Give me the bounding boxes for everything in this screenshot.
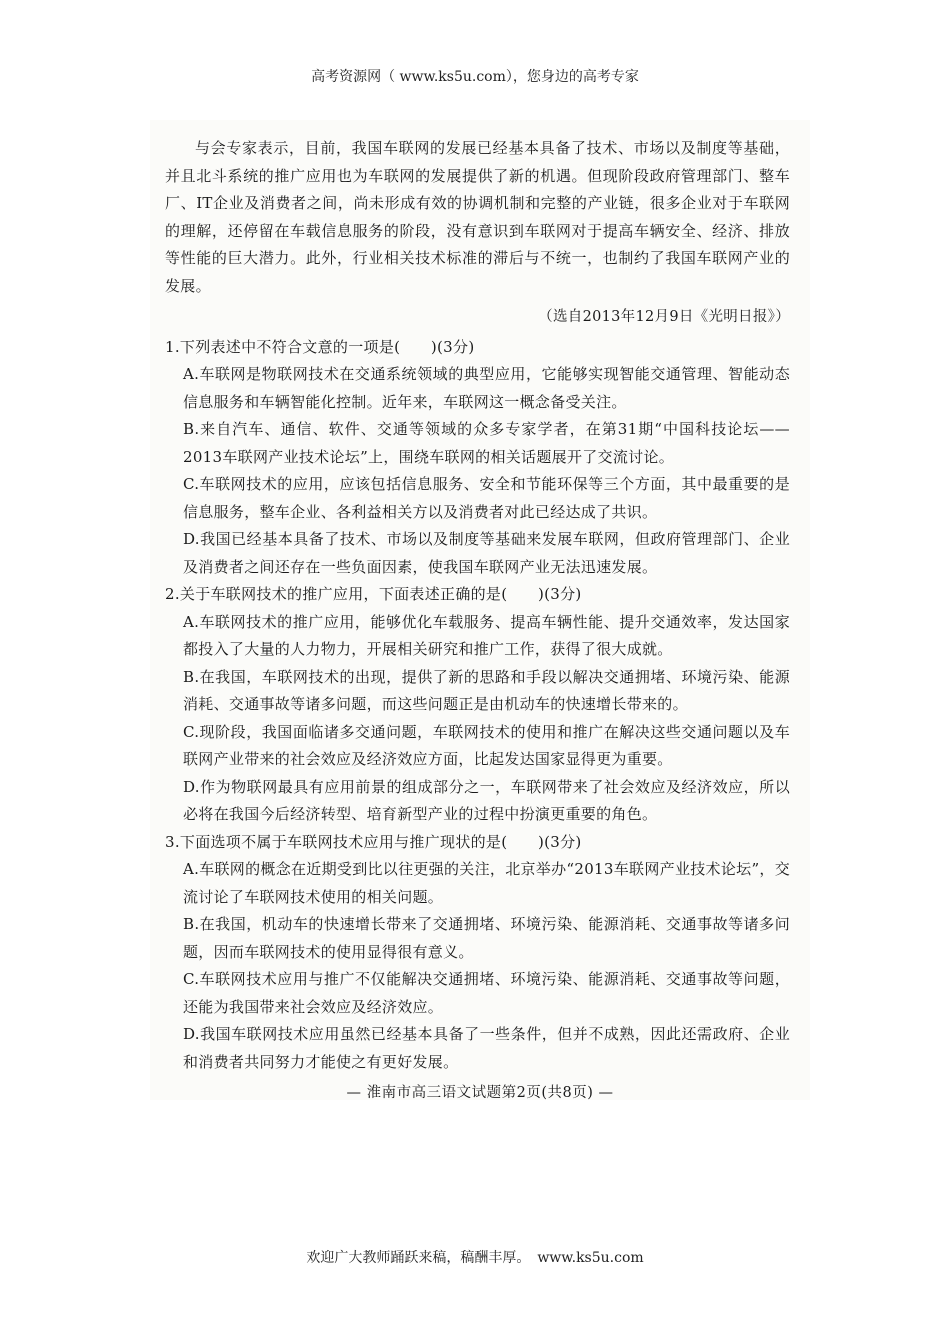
- question-2: [165, 581, 790, 829]
- option-b: B.在我国，车联网技术的出现，提供了新的思路和手段以解决交通拥堵、环境污染、能源消耗、交通事故等诸多问题，而这些问题正是由机动车的快速增长带来的。: [183, 667, 790, 713]
- option-d: D.作为物联网最具有应用前景的组成部分之一，车联网带来了社会效应及经济效应，所以必将在我国今后经济转型、培育新型产业的过程中扮演更重要的角色。: [183, 777, 790, 823]
- page-footer: 欢迎广大教师踊跃来稿，稿酬丰厚。 www.ks5u.com: [306, 1250, 644, 1266]
- option-b: B.在我国，机动车的快速增长带来了交通拥堵、环境污染、能源消耗、交通事故等诸多问题，因而车联网技术的使用显得很有意义。: [183, 915, 790, 961]
- option-d: D.我国车联网技术应用虽然已经基本具备了一些条件，但并不成熟，因此还需政府、企业和消费者共同努力才能使之有更好发展。: [183, 1025, 790, 1071]
- option-c: C.车联网技术应用与推广不仅能解决交通拥堵、环境污染、能源消耗、交通事故等问题，还能为我国带来社会效应及经济效应。: [183, 970, 790, 1016]
- option-b: B.来自汽车、通信、软件、交通等领域的众多专家学者，在第31期“中国科技论坛——2013车联网产业技术论坛”上，围绕车联网的相关话题展开了交流讨论。: [183, 420, 790, 466]
- question-3: [165, 829, 790, 1077]
- page-number: — 淮南市高三语文试题第2页(共8页) —: [346, 1085, 614, 1101]
- passage-source: （选自2013年12月9日《光明日报》）: [538, 309, 790, 325]
- exam-content: [165, 135, 790, 1076]
- page-header: 高考资源网（ www.ks5u.com），您身边的高考专家: [311, 69, 639, 85]
- question-stem: 3.下面选项不属于车联网技术应用与推广现状的是( )(3分): [165, 832, 582, 851]
- option-a: A.车联网的概念在近期受到比以往更强的关注，北京举办“2013车联网产业技术论坛”，交流讨论了车联网技术使用的相关问题。: [183, 860, 791, 906]
- option-a: A.车联网是物联网技术在交通系统领域的典型应用，它能够实现智能交通管理、智能动态信息服务和车辆智能化控制。近年来，车联网这一概念备受关注。: [183, 365, 790, 411]
- option-d: D.我国已经基本具备了技术、市场以及制度等基础来发展车联网，但政府管理部门、企业及消费者之间还存在一些负面因素，使我国车联网产业无法迅速发展。: [183, 530, 790, 576]
- option-c: C.车联网技术的应用，应该包括信息服务、安全和节能环保等三个方面，其中最重要的是信息服务，整车企业、各利益相关方以及消费者对此已经达成了共识。: [183, 475, 790, 521]
- question-stem: 2.关于车联网技术的推广应用，下面表述正确的是( )(3分): [165, 585, 582, 603]
- question-stem: 1.下列表述中不符合文意的一项是( )(3分): [165, 337, 475, 356]
- passage-paragraph: 与会专家表示，目前，我国车联网的发展已经基本具备了技术、市场以及制度等基础，并且北斗系统的推广应用也为车联网的发展提供了新的机遇。但现阶段政府管理部门、整车厂、IT企业及消费者之间，尚未形成有效的协调机制和完整的产业链，很多企业对于车联网的理解，还停留在车载信息服务的阶段，没有意识到车联网对于提高车辆安全、经济、排放等性能的巨大潜力。此外，行业相关技术标准的滞后与不统一，也制约了我国车联网产业的发展。: [165, 139, 790, 295]
- option-a: A.车联网技术的推广应用，能够优化车载服务、提高车辆性能、提升交通效率，发达国家都投入了大量的人力物力，开展相关研究和推广工作，获得了很大成就。: [183, 612, 790, 658]
- option-c: C.现阶段，我国面临诸多交通问题，车联网技术的使用和推广在解决这些交通问题以及车联网产业带来的社会效应及经济效应方面，比起发达国家显得更为重要。: [183, 722, 790, 768]
- question-1: [165, 334, 790, 582]
